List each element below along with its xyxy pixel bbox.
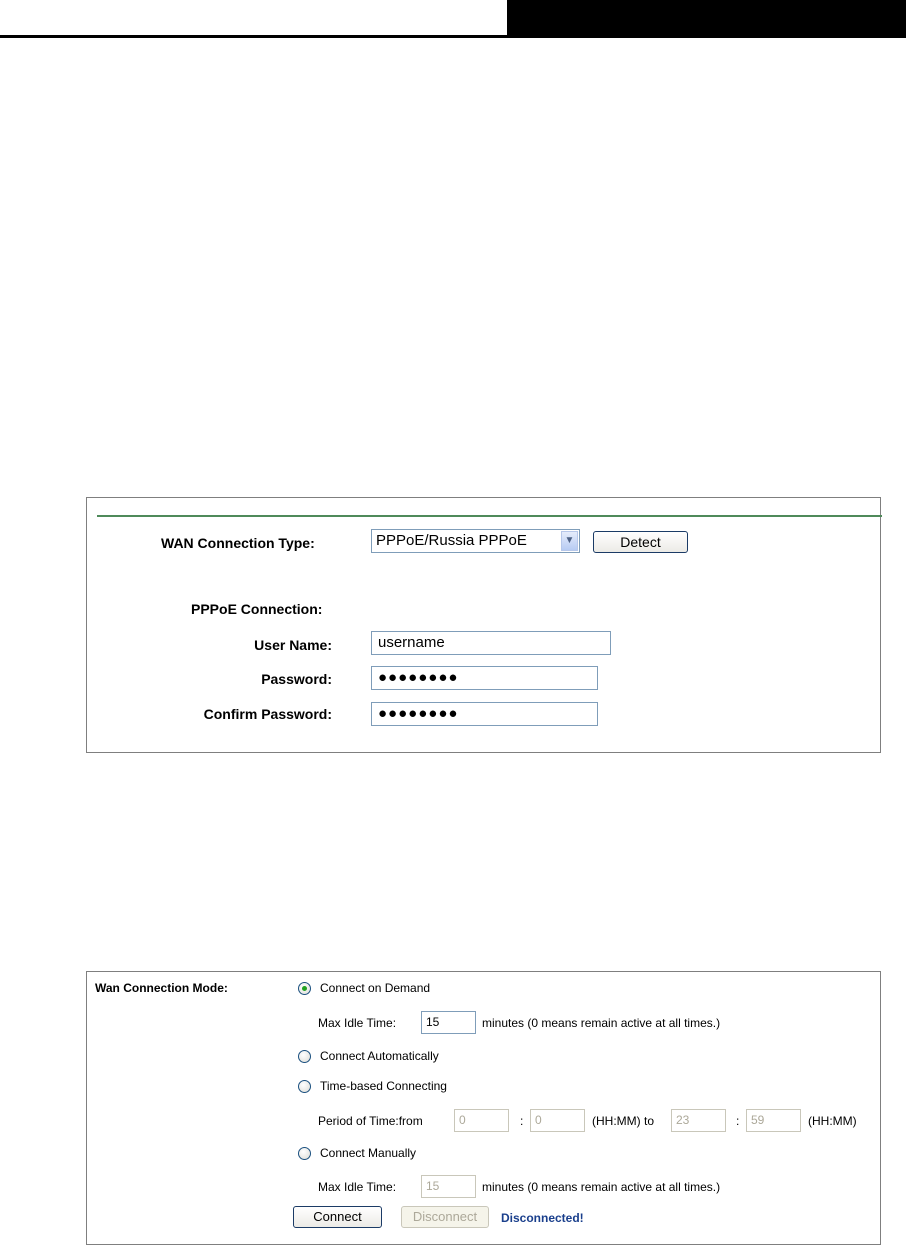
hhmm-label: (HH:MM) bbox=[808, 1114, 857, 1128]
time-based-radio[interactable] bbox=[298, 1080, 311, 1093]
username-input[interactable]: username bbox=[371, 631, 611, 655]
connect-button[interactable]: Connect bbox=[293, 1206, 382, 1228]
hhmm-to-label: (HH:MM) to bbox=[592, 1114, 654, 1128]
to-minute-input[interactable]: 59 bbox=[746, 1109, 801, 1132]
to-colon: : bbox=[736, 1114, 740, 1128]
max-idle-label: Max Idle Time: bbox=[318, 1016, 397, 1030]
chevron-down-icon[interactable]: ▼ bbox=[561, 531, 578, 551]
from-minute-input[interactable]: 0 bbox=[530, 1109, 585, 1132]
manual-idle-label: Max Idle Time: bbox=[318, 1180, 397, 1194]
wan-mode-panel bbox=[86, 971, 881, 1245]
manually-label: Connect Manually bbox=[320, 1146, 417, 1160]
confirm-password-label: Confirm Password: bbox=[203, 706, 332, 722]
confirm-password-input[interactable]: ●●●●●●●● bbox=[371, 702, 598, 726]
password-input[interactable]: ●●●●●●●● bbox=[371, 666, 598, 690]
automatically-radio[interactable] bbox=[298, 1050, 311, 1063]
from-hour-input[interactable]: 0 bbox=[454, 1109, 509, 1132]
from-colon: : bbox=[520, 1114, 524, 1128]
wan-mode-label: Wan Connection Mode: bbox=[95, 981, 228, 995]
wan-type-panel bbox=[86, 497, 881, 753]
header-black-bar bbox=[507, 0, 906, 38]
max-idle-input[interactable]: 15 bbox=[421, 1011, 476, 1034]
wan-type-value: PPPoE/Russia PPPoE bbox=[376, 532, 527, 549]
connection-status: Disconnected! bbox=[501, 1211, 584, 1225]
wan-type-label: WAN Connection Type: bbox=[161, 535, 315, 551]
manually-radio[interactable] bbox=[298, 1147, 311, 1160]
max-idle-note: minutes (0 means remain active at all times.) bbox=[482, 1016, 721, 1030]
disconnect-button[interactable]: Disconnect bbox=[401, 1206, 489, 1228]
pppoe-connection-label: PPPoE Connection: bbox=[191, 601, 323, 617]
wan-type-select[interactable] bbox=[371, 529, 580, 553]
to-hour-input[interactable]: 23 bbox=[671, 1109, 726, 1132]
panel-divider bbox=[97, 515, 882, 517]
manual-idle-note: minutes (0 means remain active at all times.) bbox=[482, 1180, 721, 1194]
automatically-label: Connect Automatically bbox=[320, 1049, 439, 1063]
detect-button[interactable]: Detect bbox=[593, 531, 688, 553]
on-demand-radio[interactable] bbox=[298, 982, 311, 995]
on-demand-label: Connect on Demand bbox=[320, 981, 431, 995]
password-label: Password: bbox=[261, 671, 332, 687]
manual-idle-input[interactable]: 15 bbox=[421, 1175, 476, 1198]
username-label: User Name: bbox=[254, 637, 332, 653]
time-based-label: Time-based Connecting bbox=[320, 1079, 447, 1093]
period-label: Period of Time:from bbox=[318, 1114, 423, 1128]
